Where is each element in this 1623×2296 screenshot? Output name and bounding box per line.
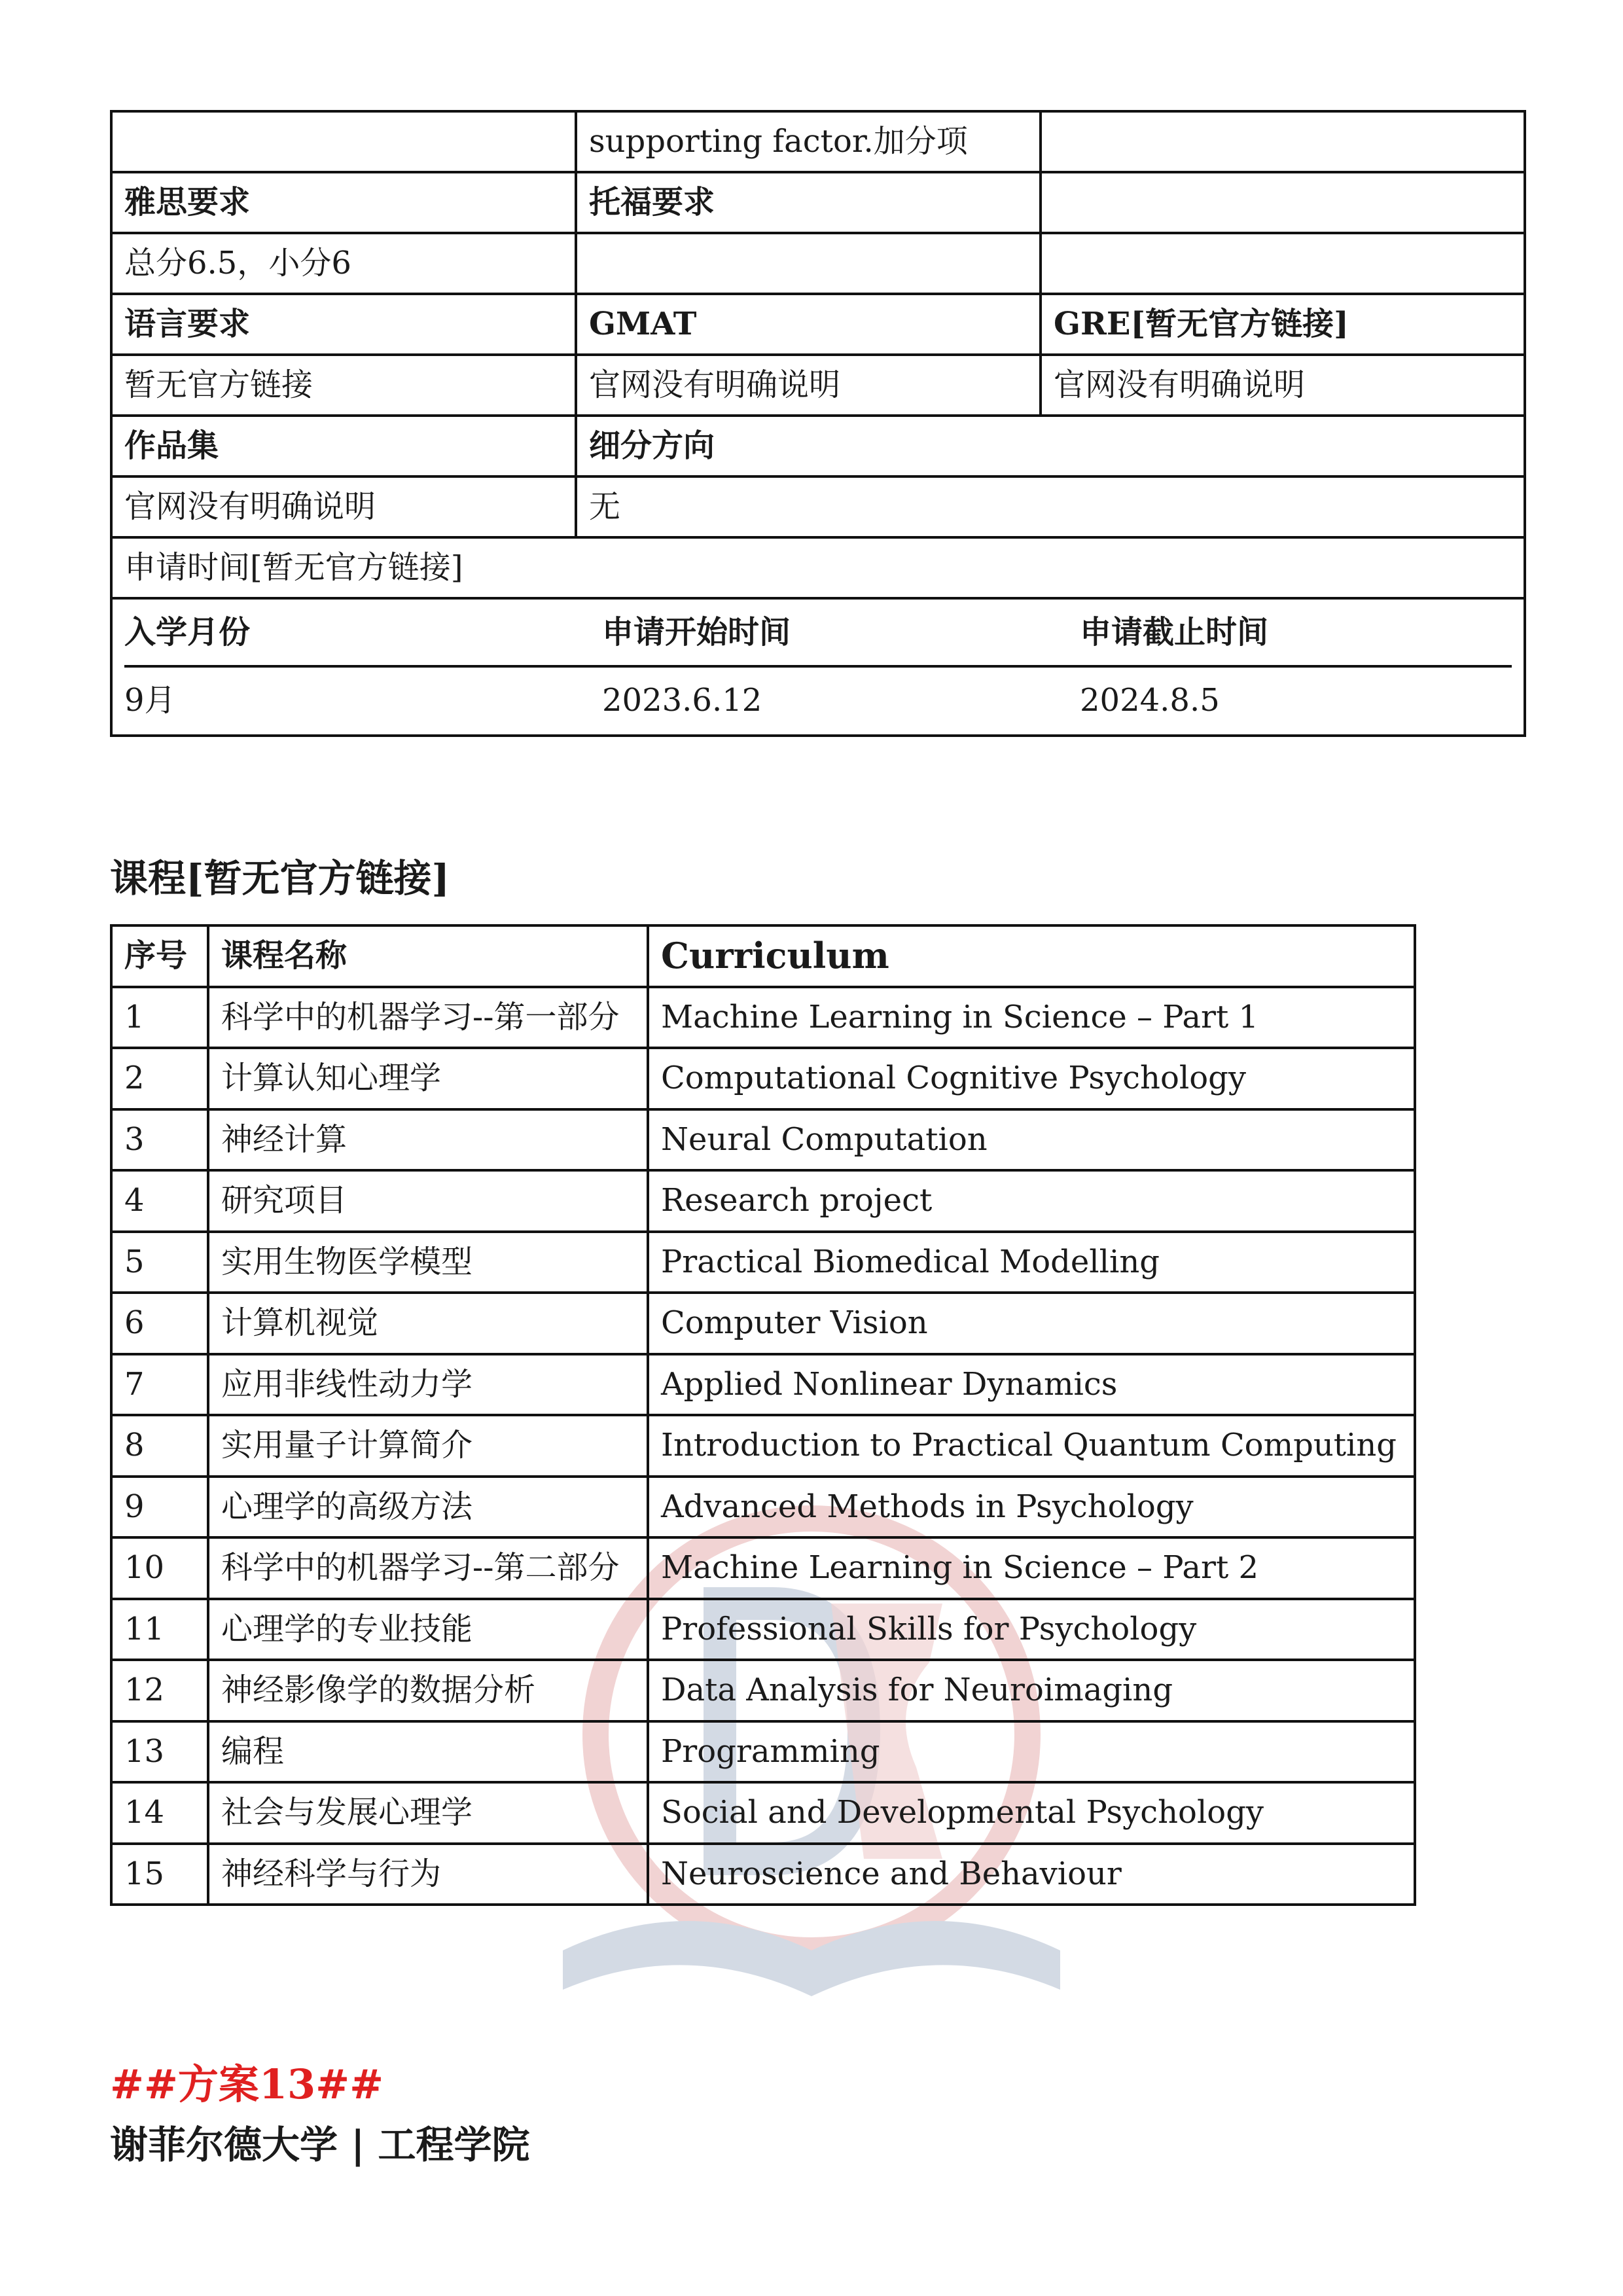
courses-heading: 课程[暂无官方链接]: [110, 856, 450, 901]
table-row: [111, 1293, 1415, 1354]
course-name-cn: 实用量子计算简介: [208, 1415, 648, 1477]
course-name-cn: 研究项目: [208, 1170, 648, 1232]
ielts-value: 总分6.5，小分6: [111, 233, 576, 294]
course-name-en: Machine Learning in Science – Part 2: [648, 1537, 1415, 1599]
course-name-cn: 社会与发展心理学: [208, 1782, 648, 1844]
table-row: [111, 987, 1415, 1049]
course-name-en: Programming: [648, 1721, 1415, 1783]
requirements-table: [110, 110, 1526, 737]
table-row: [111, 1537, 1415, 1599]
course-name-cn: 编程: [208, 1721, 648, 1783]
table-row: [111, 1782, 1415, 1844]
timeline-values: [124, 668, 1512, 733]
course-name-cn: 科学中的机器学习--第一部分: [208, 987, 648, 1049]
portfolio-label: 作品集: [111, 416, 576, 476]
table-row: [111, 416, 1525, 476]
course-index: 14: [111, 1782, 208, 1844]
table-row: [111, 1109, 1415, 1171]
column-header-curriculum: Curriculum: [648, 925, 1415, 987]
course-index: 7: [111, 1354, 208, 1416]
course-name-en: Neuroscience and Behaviour: [648, 1844, 1415, 1905]
table-row: [111, 1477, 1415, 1538]
course-name-en: Computer Vision: [648, 1293, 1415, 1354]
column-header-index: 序号: [111, 925, 208, 987]
course-name-en: Neural Computation: [648, 1109, 1415, 1171]
table-row: [111, 598, 1525, 736]
toefl-value: [576, 233, 1041, 294]
application-time-label: 申请时间[暂无官方链接]: [111, 537, 1525, 598]
course-index: 2: [111, 1048, 208, 1109]
table-row: [111, 233, 1525, 294]
course-name-en: Research project: [648, 1170, 1415, 1232]
timeline-header-deadline: 申请截止时间: [1080, 613, 1269, 651]
course-index: 10: [111, 1537, 208, 1599]
timeline-header: [124, 600, 1512, 668]
gmat-label: GMAT: [576, 294, 1041, 355]
course-name-cn: 心理学的高级方法: [208, 1477, 648, 1538]
gre-label: GRE[暂无官方链接]: [1041, 294, 1525, 355]
table-row: [111, 537, 1525, 598]
direction-label: 细分方向: [576, 416, 1525, 476]
course-name-cn: 科学中的机器学习--第二部分: [208, 1537, 648, 1599]
course-name-en: Professional Skills for Psychology: [648, 1599, 1415, 1660]
course-index: 8: [111, 1415, 208, 1477]
table-row: [111, 1170, 1415, 1232]
course-name-en: Advanced Methods in Psychology: [648, 1477, 1415, 1538]
table-row: [111, 1354, 1415, 1416]
plan-title: ##方案13##: [110, 2060, 384, 2108]
table-cell: [1041, 111, 1525, 172]
gmat-value: 官网没有明确说明: [576, 355, 1041, 416]
course-index: 11: [111, 1599, 208, 1660]
course-name-en: Introduction to Practical Quantum Computing: [648, 1415, 1415, 1477]
course-index: 6: [111, 1293, 208, 1354]
table-cell: [1041, 233, 1525, 294]
course-index: 13: [111, 1721, 208, 1783]
table-row: [111, 1844, 1415, 1905]
table-row: [111, 1660, 1415, 1721]
course-name-cn: 实用生物医学模型: [208, 1232, 648, 1293]
table-row: [111, 1415, 1415, 1477]
course-index: 15: [111, 1844, 208, 1905]
gre-value: 官网没有明确说明: [1041, 355, 1525, 416]
course-name-cn: 计算机视觉: [208, 1293, 648, 1354]
portfolio-value: 官网没有明确说明: [111, 476, 576, 537]
timeline-header-start: 申请开始时间: [602, 613, 791, 651]
course-index: 9: [111, 1477, 208, 1538]
course-name-en: Practical Biomedical Modelling: [648, 1232, 1415, 1293]
course-name-en: Machine Learning in Science – Part 1: [648, 987, 1415, 1049]
table-row: [111, 1048, 1415, 1109]
table-row: [111, 294, 1525, 355]
course-index: 3: [111, 1109, 208, 1171]
course-name-cn: 神经计算: [208, 1109, 648, 1171]
course-name-cn: 心理学的专业技能: [208, 1599, 648, 1660]
course-name-cn: 应用非线性动力学: [208, 1354, 648, 1416]
column-header-name: 课程名称: [208, 925, 648, 987]
table-row: [111, 1599, 1415, 1660]
table-row: [111, 172, 1525, 233]
course-index: 12: [111, 1660, 208, 1721]
course-name-en: Computational Cognitive Psychology: [648, 1048, 1415, 1109]
table-row: [111, 1232, 1415, 1293]
timeline-cell: [111, 598, 1525, 736]
course-name-cn: 计算认知心理学: [208, 1048, 648, 1109]
course-name-en: Social and Developmental Psychology: [648, 1782, 1415, 1844]
course-name-en: Applied Nonlinear Dynamics: [648, 1354, 1415, 1416]
supporting-factor-note: supporting factor.加分项: [576, 111, 1041, 172]
toefl-label: 托福要求: [576, 172, 1041, 233]
intake-month: 9月: [124, 681, 176, 719]
course-name-cn: 神经科学与行为: [208, 1844, 648, 1905]
table-row: [111, 355, 1525, 416]
courses-table: [110, 924, 1416, 1906]
table-row: [111, 111, 1525, 172]
language-label: 语言要求: [111, 294, 576, 355]
course-index: 5: [111, 1232, 208, 1293]
table-header-row: [111, 925, 1415, 987]
table-cell: [1041, 172, 1525, 233]
ielts-label: 雅思要求: [111, 172, 576, 233]
course-name-en: Data Analysis for Neuroimaging: [648, 1660, 1415, 1721]
application-start-date: 2023.6.12: [602, 681, 762, 719]
course-index: 4: [111, 1170, 208, 1232]
table-row: [111, 476, 1525, 537]
course-index: 1: [111, 987, 208, 1049]
courses-body: [111, 987, 1415, 1905]
table-cell: [111, 111, 576, 172]
plan-school: 谢菲尔德大学 | 工程学院: [110, 2123, 530, 2167]
application-deadline: 2024.8.5: [1080, 681, 1220, 719]
timeline-header-intake: 入学月份: [124, 613, 251, 651]
course-name-cn: 神经影像学的数据分析: [208, 1660, 648, 1721]
language-value: 暂无官方链接: [111, 355, 576, 416]
table-row: [111, 1721, 1415, 1783]
direction-value: 无: [576, 476, 1525, 537]
